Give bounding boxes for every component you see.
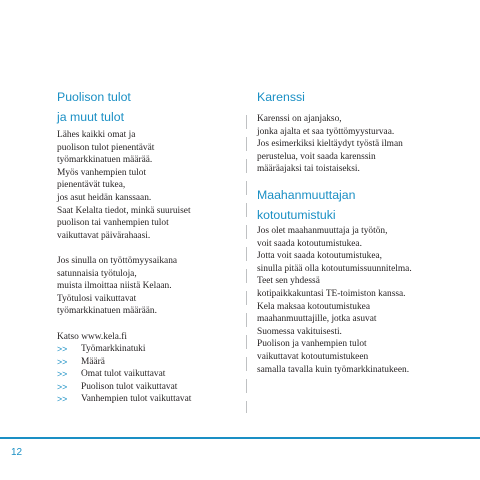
link-label[interactable]: Määrä xyxy=(81,356,105,367)
separator-segment xyxy=(246,247,247,261)
double-chevron-icon: >> xyxy=(57,394,68,405)
separator-segment xyxy=(246,225,247,239)
paragraph-income: Lähes kaikki omat ja puolison tulot pienentävät työmarkkinatuen määrää. Myös vanhempien tulot pienentävät tukea, jos asut heidän kanssaan. Saat Kelalta tiedot, minkä suuruiset puolison tai vanhempien tulot vaikuttavat päivärahaasi. xyxy=(57,130,191,241)
link-item[interactable] xyxy=(57,368,232,381)
paragraph-karenssi: Karenssi on ajanjakso, jonka ajalta et saa työttömyysturvaa. Jos esimerkiksi kieltäydyt työstä ilman perustelua, voit saada karenssin määräajaksi tai toistaiseksi. xyxy=(257,114,403,175)
heading-line: kotoutumistuki xyxy=(257,207,336,222)
double-chevron-icon: >> xyxy=(57,344,68,355)
link-list xyxy=(57,343,232,406)
separator-segment xyxy=(246,335,247,349)
link-label[interactable]: Omat tulot vaikuttavat xyxy=(81,369,166,380)
left-column xyxy=(57,87,232,406)
link-item[interactable] xyxy=(57,343,232,356)
separator-segment xyxy=(246,357,247,371)
link-label[interactable]: Vanhempien tulot vaikuttavat xyxy=(81,394,192,405)
paragraph-work-income: Jos sinulla on työttömyysaikana satunnaisia työtuloja, muista ilmoittaa niistä Kelaan. Työtulosi vaikuttavat työmarkkinatuen määrään. xyxy=(57,255,178,317)
separator-segment xyxy=(246,159,247,173)
footer-rule xyxy=(0,437,480,439)
heading-line: ja muut tulot xyxy=(57,110,124,124)
link-item[interactable] xyxy=(57,393,232,406)
double-chevron-icon: >> xyxy=(57,381,68,392)
separator-segment xyxy=(246,115,247,129)
link-label[interactable]: Työmarkkinatuki xyxy=(81,344,146,355)
separator-segment xyxy=(246,137,247,151)
link-item[interactable] xyxy=(57,356,232,369)
section-heading-karenssi: Karenssi xyxy=(257,90,305,104)
separator-segment xyxy=(246,269,247,283)
heading-line: Puolison tulot xyxy=(57,90,131,104)
separator-segment xyxy=(246,291,247,305)
link-item[interactable] xyxy=(57,381,232,394)
separator-segment xyxy=(246,203,247,217)
section-heading-puolison-tulot xyxy=(57,87,232,127)
paragraph-kotoutumistuki: Jos olet maahanmuuttaja ja työtön, voit saada kotoutumistukea. Jotta voit saada kotoutumistukea, sinulla pitää olla kotoutumissuunnitelma. Teet sen yhdessä kotipaikkakuntasi TE-toimiston kanssa. Kela maksaa kotoutumistukea maahanmuuttajille, jotka asuvat Suomessa vakituisesti. Puolison ja vanhempien tulot vaikuttavat kotoutumistukeen samalla tavalla kuin työmarkkinatukeen. xyxy=(257,225,412,375)
link-label[interactable]: Puolison tulot vaikuttavat xyxy=(81,381,178,392)
section-heading-kotoutumistuki xyxy=(257,185,457,225)
see-also-text: Katso www.kela.fi xyxy=(57,331,127,342)
double-chevron-icon: >> xyxy=(57,369,68,380)
separator-segment xyxy=(246,401,247,413)
double-chevron-icon: >> xyxy=(57,356,68,367)
separator-segment xyxy=(246,379,247,393)
heading-line: Maahanmuuttajan xyxy=(257,187,356,202)
right-column xyxy=(257,87,457,376)
separator-segment xyxy=(246,181,247,195)
separator-segment xyxy=(246,313,247,327)
page-number: 12 xyxy=(11,447,23,458)
